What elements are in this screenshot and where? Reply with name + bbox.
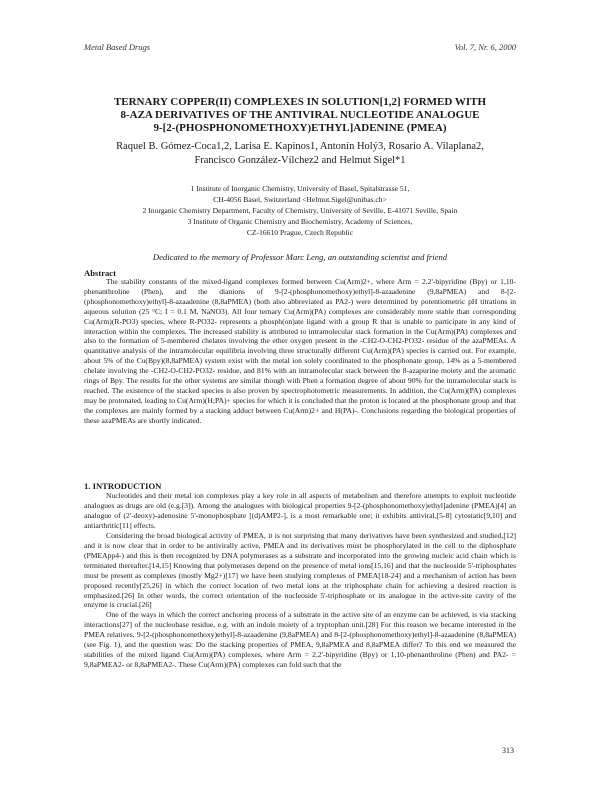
title-line-1: TERNARY COPPER(II) COMPLEXES IN SOLUTION[1,2] FORMED WITH (113, 96, 487, 108)
dedication: Dedicated to the memory of Professor Marc Leng, an outstanding scientist and friend (152, 252, 448, 262)
abstract-heading: Abstract (84, 268, 116, 278)
affiliations (80, 183, 520, 238)
volume-info: Vol. 7, Nr. 6, 2000 (454, 42, 516, 52)
journal-name: Metal Based Drugs (84, 42, 151, 52)
introduction-heading: 1. INTRODUCTION (84, 481, 162, 491)
intro-paragraph-1: Nucleotides and their metal ion complexes play a key role in all aspects of metabolism and therefore attempts to exploit nucleotide analogues as drugs are old (e.g.[3]). Among the analogues with biological properties 9-[2-(phosphonomethoxy)ethyl]adenine (PMEA)[4] an analogue of (2'-deoxy)-adenosine 5'-monophosphate [(d)AMP2-], is a most remarkable one; it exhibits antiviral,[5-8] cytostatic[9,10] and antiarthritic[11] effects. (84, 491, 516, 530)
author-list (80, 140, 520, 168)
intro-paragraph-3: One of the ways in which the correct anchoring process of a substrate in the active site of an enzyme can be achieved, is via stacking interactions[27] of the nucleobase residue, e.g. with an indole moiety of a tryptophan unit.[28] For this reason we became interested in the PMEA relatives, 9-[2-(phosphonomethoxy)ethyl]-8-azaadenine (9,8aPMEA) and 8-[2-(phosphonomethoxy)ethyl]-8-azaadenine (8,8aPMEA) (see Fig. 1), and the question was: Do the stacking properties of PMEA, 9,8aPMEA and 8,8aPMEA differ? To this end we measured the stabilities of the mixed ligand Cu(Arm)(PA) complexes, where Arm = 2,2'-bipyridine (Bpy) or 1,10-phenanthroline (Phen) and PA2- = 9,8aPMEA2- or 8,8aPMEA2-. These Cu(Arm)(PA) complexes can fold such that the (84, 610, 516, 670)
intro-paragraph-2: Considering the broad biological activity of PMEA, it is not surprising that many derivatives have been synthesized and studied,[12] and it is now clear that in order to be antivirally active, PMEA and its derivatives must be phosphorylated in the cell to the diphosphate (PMEApp4-) and this is then recognized by DNA polymerases as a substrate and incorporated into the growing nucleic acid chain which is terminated thereafter.[14,15] Knowing that polymerases depend on the presence of metal ions[15,16] and that the nucleoside 5'-triphosphates must be present as complexes (mostly Mg2+)[17] we have been studying complexes of PMEA[18-24] and a mechanism of action has been proposed recently[25,26] in which the correct location of two metal ions at the triphosphate chain for achieving a desired reaction is emphasized.[26] In other words, the correct orientation of the nucleoside 5'-triphosphate or its analogue in the active-site cavity of the enzyme is crucial.[26] (84, 530, 516, 610)
affiliation-2: 2 Inorganic Chemistry Department, Faculty of Chemistry, University of Seville, E-41071 Seville, Spain (142, 206, 458, 215)
running-header (84, 42, 516, 56)
affiliation-3: 3 Institute of Organic Chemistry and Biochemistry, Academy of Sciences, (187, 217, 413, 226)
title-line-2: 8-AZA DERIVATIVES OF THE ANTIVIRAL NUCLEOTIDE ANALOGUE (120, 109, 480, 121)
affiliation-1: 1 Institute of Inorganic Chemistry, University of Basel, Spitalstrasse 51, (190, 184, 410, 193)
paper-title (80, 96, 520, 135)
introduction-body (84, 491, 516, 670)
affiliation-3-address: CZ-16610 Prague, Czech Republic (246, 228, 354, 237)
affiliation-1-address: CH-4056 Basel, Switzerland <Helmut.Sigel@unibas.ch> (213, 195, 387, 204)
authors-line-2: Francisco González-Vílchez2 and Helmut Sigel*1 (194, 155, 406, 166)
title-line-3: 9-[2-(PHOSPHONOMETHOXY)ETHYL]ADENINE (PMEA) (153, 122, 447, 134)
authors-line-1: Raquel B. Gómez-Coca1,2, Larisa E. Kapinos1, Antonín Holý3, Rosario A. Vilaplana2, (116, 141, 484, 152)
abstract-text: The stability constants of the mixed-ligand complexes formed between Cu(Arm)2+, where Arm = 2,2'-bipyridine (Bpy) or 1,10-phenanthroline (Phen), and the dianions of 9-[2-(phosphonomethoxy)ethyl]-8-azaadenine (9,8aPMEA) and 8-[2-(phosphonomethoxy)ethyl]-8-azaadenine (8,8aPMEA) (both also abbreviated as PA2-) were determined by potentiometric pH titrations in aqueous solution (25 °C; I = 0.1 M, NaNO3). All four ternary Cu(Arm)(PA) complexes are considerably more stable than corresponding Cu(Arm)(R-PO3) species, where R-PO32- represents a phosph(on)ate ligand with a group R that is unable to participate in any kind of interaction within the complexes. The increased stability is attributed to intramolecular stack formation in the Cu(Arm)(PA) complexes and also to the formation of 5-membered chelates involving the ether oxygen present in the -CH2-O-CH2-PO32- residue of the azaPMEAs. A quantitative analysis of the intramolecular equilibria involving three structurally different Cu(Arm)(PA) species is carried out. For example, about 5% of the Cu(Bpy)(8,8aPMEA) system exist with the metal ion solely coordinated to the phosphonate group, 14% as a 5-membered chelate involving the -CH2-O-CH2-PO32- residue, and 81% with an intramolecular stack between the 8-azapurine moiety and the aromatic rings of Bpy. The results for the other systems are similar though with Phen a formation degree of about 90% for the intramolecular stack is reached. The existence of the stacked species is also proven by spectrophotometric measurements. In addition, the Cu(Arm)(PA) complexes may be protonated, leading to Cu(Arm)(H;PA)+ species for which it is concluded that the proton is located at the phosphonate group and that the complexes are mainly formed by a stacking adduct between Cu(Arm)2+ and H(PA)-. Conclusions regarding the biological properties of these azaPMEAs are shortly indicated. (84, 277, 516, 425)
page-number: 313 (502, 746, 514, 755)
